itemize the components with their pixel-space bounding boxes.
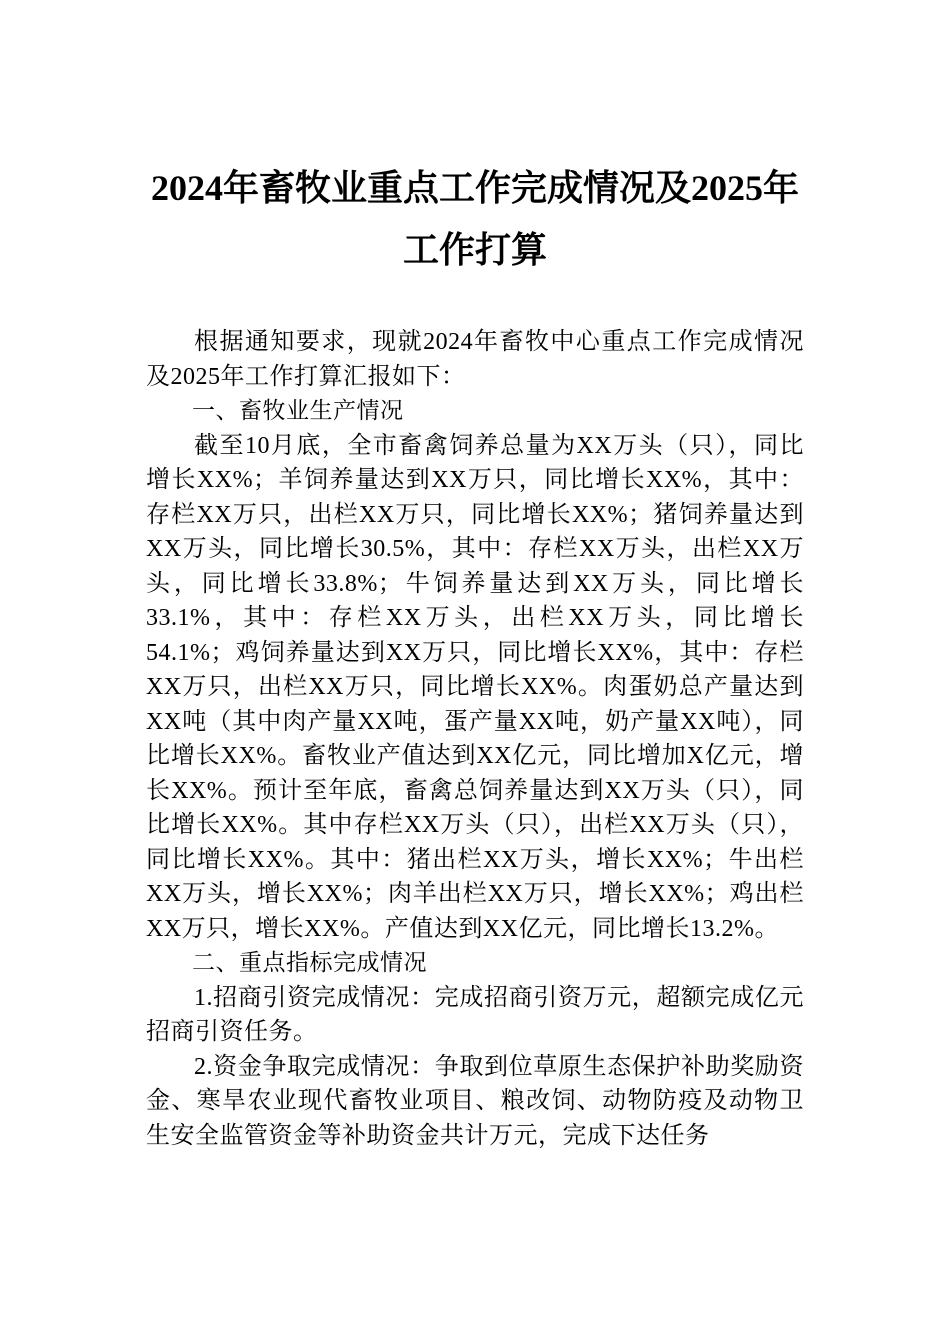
intro-paragraph: 根据通知要求，现就2024年畜牧中心重点工作完成情况及2025年工作打算汇报如下： (146, 329, 804, 390)
section-1-heading: 一、畜牧业生产情况 (192, 398, 404, 424)
document-body (146, 325, 804, 1153)
document-title (140, 160, 810, 278)
item-1-paragraph: 1.招商引资完成情况：完成招商引资万元，超额完成亿元招商引资任务。 (146, 984, 804, 1045)
section-2-heading: 二、重点指标完成情况 (192, 950, 427, 976)
title-line-1: 2024年畜牧业重点工作完成情况及2025年 (150, 168, 799, 208)
item-2-paragraph: 2.资金争取完成情况：争取到位草原生态保护补助奖励资金、寒旱农业现代畜牧业项目、粮改饲、动物防疫及动物卫生安全监管资金等补助资金共计万元，完成下达任务 (146, 1053, 804, 1149)
title-line-2: 工作打算 (402, 230, 547, 270)
section-1-paragraph: 截至10月底，全市畜禽饲养总量为XX万头（只），同比增长XX%；羊饲养量达到XX万只，同比增长XX%，其中：存栏XX万只，出栏XX万只，同比增长XX%；猪饲养量达到XX万头，同比增长30.5%，其中：存栏XX万头，出栏XX万头，同比增长33.8%；牛饲养量达到XX万头，同比增长33.1%，其中：存栏XX万头，出栏XX万头，同比增长54.1%；鸡饲养量达到XX万只，同比增长XX%，其中：存栏XX万只，出栏XX万只，同比增长XX%。肉蛋奶总产量达到XX吨（其中肉产量XX吨，蛋产量XX吨，奶产量XX吨），同比增长XX%。畜牧业产值达到XX亿元，同比增加X亿元，增长XX%。预计至年底，畜禽总饲养量达到XX万头（只），同比增长XX%。其中存栏XX万头（只），出栏XX万头（只），同比增长XX%。其中：猪出栏XX万头，增长XX%；牛出栏XX万头，增长XX%；肉羊出栏XX万只，增长XX%；鸡出栏XX万只，增长XX%。产值达到XX亿元，同比增长13.2%。 (146, 432, 804, 942)
